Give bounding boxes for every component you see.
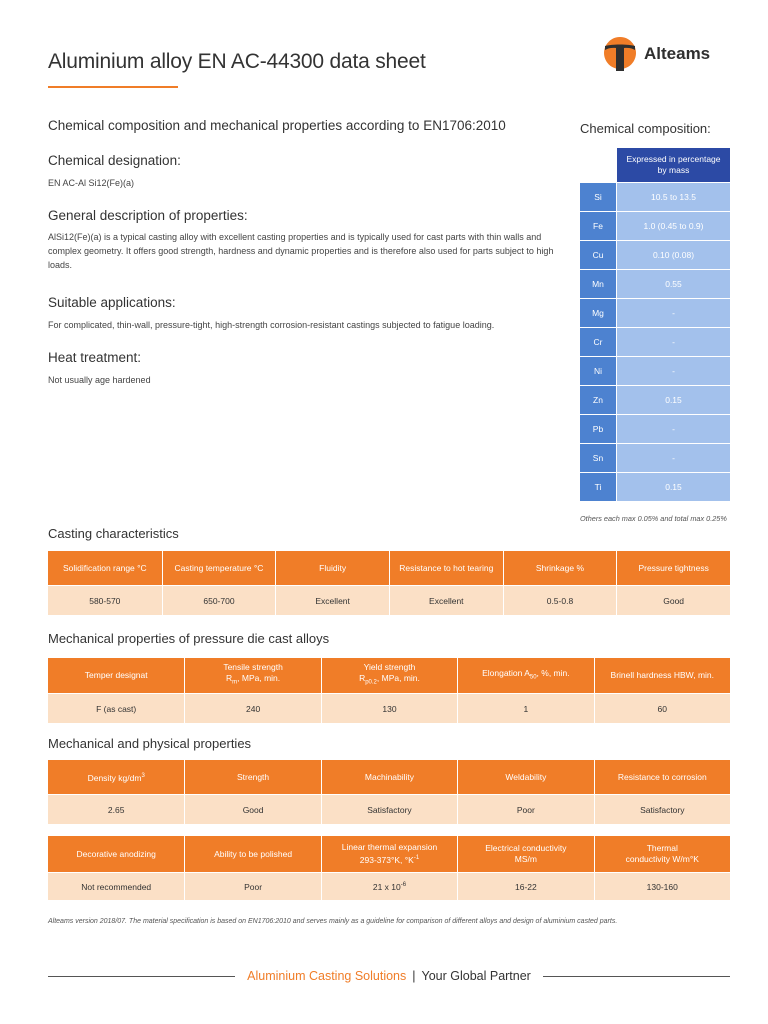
- chem-row: [580, 240, 730, 269]
- casting-value-cell: Excellent: [389, 585, 503, 615]
- mech-header-yield: Yield strength $R_{p0.2}$, MPa, min.: [321, 658, 457, 693]
- chem-element-cell: Cu: [580, 240, 616, 269]
- chem-value-cell: -: [616, 414, 730, 443]
- version-footnote: Alteams version 2018/07. The material specification is based on EN1706:2010 and serves mainly as a guideline for comparison of different alloys and design of aluminium casted parts.: [48, 918, 618, 925]
- chem-row: [580, 472, 730, 501]
- footer-rest-text: Your Global Partner: [421, 969, 531, 983]
- designation-text: EN AC-Al Si12(Fe)(a): [48, 178, 135, 188]
- casting-value-cell: Excellent: [275, 585, 389, 615]
- mech-value-cell: 1: [457, 693, 593, 723]
- applications-text: For complicated, thin-wall, pressure-tight, high-strength corrosion-resistant castings subjected to fatigue loading.: [48, 320, 495, 330]
- table-row: [48, 585, 730, 615]
- phys-value-cell: 2.65: [48, 794, 184, 824]
- chem-element-cell: Cr: [580, 327, 616, 356]
- footer-rule-right: [543, 976, 730, 977]
- table-row: [48, 794, 730, 824]
- footer-tagline: [235, 969, 543, 983]
- phys-value-cell: 130-160: [594, 872, 730, 900]
- chem-value-cell: -: [616, 356, 730, 385]
- chem-value-cell: 1.0 (0.45 to 0.9): [616, 211, 730, 240]
- mech-header-elongation: Elongation $A_{50}$, %, min.: [457, 658, 593, 693]
- chem-corner-cell: [580, 148, 616, 182]
- chem-value-cell: -: [616, 443, 730, 472]
- phys-header-cell: Weldability: [457, 760, 593, 794]
- applications-heading: Suitable applications:: [48, 295, 176, 310]
- mech-header-temper: Temper designat: [48, 658, 184, 693]
- mech-value-cell: 60: [594, 693, 730, 723]
- casting-value-cell: 650-700: [162, 585, 276, 615]
- chem-value-cell: 0.15: [616, 472, 730, 501]
- chem-row: [580, 182, 730, 211]
- brand-logo: [602, 34, 734, 74]
- casting-value-cell: 0.5-0.8: [503, 585, 617, 615]
- phys-value-cell: Satisfactory: [594, 794, 730, 824]
- casting-header-cell: Resistance to hot tearing: [389, 551, 503, 585]
- phys-header-polished: Ability to be polished: [184, 836, 320, 872]
- chem-value-cell: 10.5 to 13.5: [616, 182, 730, 211]
- chem-value-cell: 0.55: [616, 269, 730, 298]
- mech-header-tensile: Tensile strength $R_m$, MPa, min.: [184, 658, 320, 693]
- footer-rule-left: [48, 976, 235, 977]
- chem-element-cell: Mg: [580, 298, 616, 327]
- chem-element-cell: Sn: [580, 443, 616, 472]
- chem-note: Others each max 0.05% and total max 0.25%: [580, 514, 727, 523]
- phys-value-thermal-expansion: 21 x $10^{-6}$: [321, 872, 457, 900]
- chem-composition-heading: Chemical composition:: [580, 121, 711, 136]
- chem-row: [580, 269, 730, 298]
- chem-row: [580, 327, 730, 356]
- mech-value-cell: 130: [321, 693, 457, 723]
- mech-table: [48, 658, 730, 723]
- alteams-logo-icon: [602, 34, 638, 74]
- phys-value-cell: Good: [184, 794, 320, 824]
- phys-value-cell: Not recommended: [48, 872, 184, 900]
- casting-header-cell: Shrinkage %: [503, 551, 617, 585]
- chem-row: [580, 414, 730, 443]
- page-footer: [48, 966, 730, 986]
- mech-value-cell: 240: [184, 693, 320, 723]
- chem-value-cell: -: [616, 298, 730, 327]
- phys-header-electrical: Electrical conductivity MS/m: [457, 836, 593, 872]
- table-row: [48, 693, 730, 723]
- phys-heading: Mechanical and physical properties: [48, 736, 252, 751]
- phys-value-cell: Poor: [457, 794, 593, 824]
- chem-row: [580, 385, 730, 414]
- footer-separator: |: [412, 969, 416, 983]
- chem-element-cell: Mn: [580, 269, 616, 298]
- description-text: AlSi12(Fe)(a) is a typical casting alloy with excellent casting properties and is typically used for cast parts with thin walls and complex geometry. It offers good strength, hardness and dynamic properties and is therefore also used for parts subject to high loads.: [48, 232, 554, 270]
- casting-header-cell: Fluidity: [275, 551, 389, 585]
- mech-header-brinell: Brinell hardness HBW, min.: [594, 658, 730, 693]
- brand-name: Alteams: [644, 44, 711, 63]
- phys-header-cell: Resistance to corrosion: [594, 760, 730, 794]
- chem-row: [580, 356, 730, 385]
- phys-header-cell: Strength: [184, 760, 320, 794]
- chem-row: [580, 443, 730, 472]
- chem-header-cell: Expressed in percentage by mass: [616, 148, 730, 182]
- mech-heading: Mechanical properties of pressure die cast alloys: [48, 631, 330, 646]
- designation-heading: Chemical designation:: [48, 153, 181, 168]
- chem-value-cell: 0.15: [616, 385, 730, 414]
- chem-row: [580, 298, 730, 327]
- casting-value-cell: Good: [616, 585, 730, 615]
- description-heading: General description of properties:: [48, 208, 248, 223]
- phys-header-density: Density $kg/dm^3$: [48, 760, 184, 794]
- casting-header-cell: Pressure tightness: [616, 551, 730, 585]
- phys-table-2: [48, 836, 730, 900]
- heat-treatment-heading: Heat treatment:: [48, 350, 142, 365]
- casting-table: [48, 551, 730, 615]
- phys-value-cell: Satisfactory: [321, 794, 457, 824]
- chem-value-cell: -: [616, 327, 730, 356]
- chem-composition-table: [580, 148, 730, 501]
- phys-header-cell: Machinability: [321, 760, 457, 794]
- footer-accent-text: Aluminium Casting Solutions: [247, 969, 407, 983]
- heat-treatment-text: Not usually age hardened: [48, 375, 151, 385]
- intro-heading: Chemical composition and mechanical properties according to EN1706:2010: [48, 118, 506, 133]
- casting-header-cell: Solidification range °C: [48, 551, 162, 585]
- chem-element-cell: Zn: [580, 385, 616, 414]
- phys-header-anodizing: Decorative anodizing: [48, 836, 184, 872]
- page-title: Aluminium alloy EN AC-44300 data sheet: [48, 50, 426, 73]
- chem-element-cell: Pb: [580, 414, 616, 443]
- phys-header-thermal-expansion: Linear thermal expansion 293-373°K, $^\circ K^{-1}$: [321, 836, 457, 872]
- phys-value-cell: Poor: [184, 872, 320, 900]
- chem-value-cell: 0.10 (0.08): [616, 240, 730, 269]
- chem-row: [580, 211, 730, 240]
- casting-value-cell: 580-570: [48, 585, 162, 615]
- chem-element-cell: Si: [580, 182, 616, 211]
- casting-header-cell: Casting temperature °C: [162, 551, 276, 585]
- phys-value-cell: 16-22: [457, 872, 593, 900]
- chem-element-cell: Ti: [580, 472, 616, 501]
- casting-heading: Casting characteristics: [48, 526, 179, 541]
- chem-element-cell: Ni: [580, 356, 616, 385]
- table-row: [48, 872, 730, 900]
- mech-value-cell: F (as cast): [48, 693, 184, 723]
- phys-table-1: [48, 760, 730, 824]
- title-underline: [48, 86, 178, 88]
- chem-element-cell: Fe: [580, 211, 616, 240]
- phys-header-thermal-conductivity: Thermal conductivity W/m°K: [594, 836, 730, 872]
